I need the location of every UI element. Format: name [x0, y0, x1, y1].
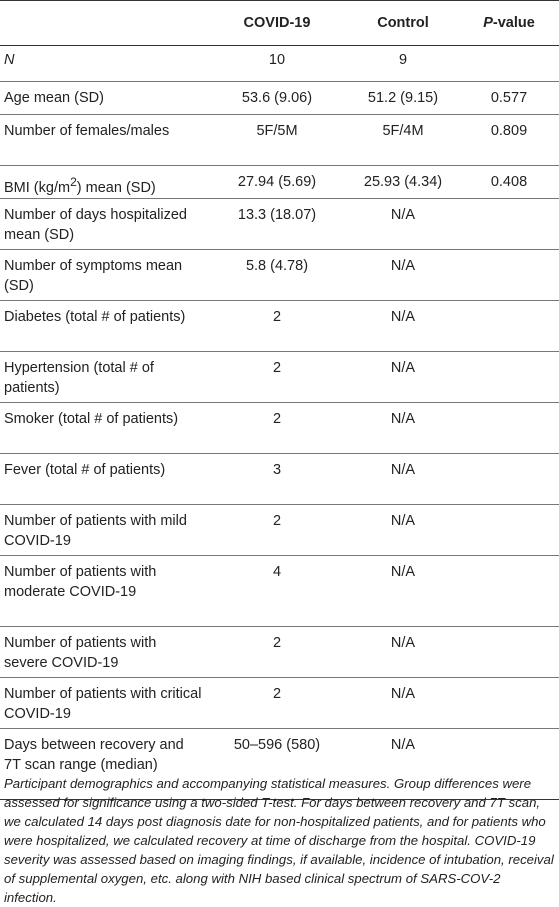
cell-covid: 3: [207, 454, 347, 505]
cell-control: N/A: [347, 678, 459, 729]
cell-control: N/A: [347, 403, 459, 454]
row-label: Number of days hospitalized mean (SD): [0, 199, 207, 250]
row-label: [0, 166, 207, 199]
cell-control: 5F/4M: [347, 115, 459, 166]
cell-control: 25.93 (4.34): [347, 166, 459, 199]
table-row: [0, 556, 559, 627]
cell-p-value: [459, 46, 559, 82]
table-row: [0, 301, 559, 352]
cell-covid: 50–596 (580): [207, 729, 347, 800]
bmi-label-superscript: 2: [70, 175, 77, 189]
cell-control: N/A: [347, 627, 459, 678]
header-p-suffix: -value: [492, 15, 535, 31]
cell-control: N/A: [347, 505, 459, 556]
bmi-label-post: ) mean (SD): [76, 179, 156, 196]
header-control: Control: [347, 1, 459, 46]
cell-covid: 2: [207, 352, 347, 403]
cell-control: 9: [347, 46, 459, 82]
table-row: [0, 82, 559, 115]
row-label: Number of females/males: [0, 115, 207, 166]
cell-control: N/A: [347, 301, 459, 352]
table-row: [0, 352, 559, 403]
table-row: [0, 46, 559, 82]
cell-p-value: [459, 505, 559, 556]
cell-covid: 10: [207, 46, 347, 82]
table-row: [0, 505, 559, 556]
cell-p-value: [459, 199, 559, 250]
cell-control: N/A: [347, 250, 459, 301]
cell-covid: 2: [207, 678, 347, 729]
table-row: [0, 115, 559, 166]
cell-control: N/A: [347, 199, 459, 250]
cell-covid: 13.3 (18.07): [207, 199, 347, 250]
table-row: [0, 678, 559, 729]
table-row: [0, 199, 559, 250]
cell-p-value: [459, 556, 559, 627]
row-label: Number of patients with severe COVID-19: [0, 627, 207, 678]
cell-control: N/A: [347, 454, 459, 505]
row-label: N: [0, 46, 207, 82]
row-label: Days between recovery and 7T scan range (median): [0, 729, 207, 800]
cell-covid: 2: [207, 505, 347, 556]
row-label: Number of patients with mild COVID-19: [0, 505, 207, 556]
table-row: [0, 627, 559, 678]
cell-covid: 2: [207, 301, 347, 352]
cell-control: 51.2 (9.15): [347, 82, 459, 115]
cell-covid: 2: [207, 403, 347, 454]
cell-p-value: [459, 301, 559, 352]
cell-p-value: [459, 454, 559, 505]
cell-p-value: [459, 352, 559, 403]
cell-p-value: 0.408: [459, 166, 559, 199]
row-label: Diabetes (total # of patients): [0, 301, 207, 352]
cell-covid: 53.6 (9.06): [207, 82, 347, 115]
cell-covid: 27.94 (5.69): [207, 166, 347, 199]
row-label: Number of symptoms mean (SD): [0, 250, 207, 301]
cell-p-value: [459, 403, 559, 454]
cell-p-value: [459, 627, 559, 678]
cell-covid: 4: [207, 556, 347, 627]
table-caption: Participant demographics and accompanying statistical measures. Group differences were assessed for significance using a two-sided T-test. For days between recovery and 7T scan, we calculated 14 days post diagnosis date for non-hospitalized patients, and for patients who were hospitalized, we calculated recovery at time of discharge from the hospital. COVID-19 severity was assessed based on imaging findings, if available, incidence of intubation, receival of supplemental oxygen, etc. along with NIH based clinical spectrum of SARS-COV-2 infection.: [4, 776, 554, 906]
row-label: Number of patients with critical COVID-19: [0, 678, 207, 729]
header-p-value: [459, 1, 559, 46]
table-row: [0, 250, 559, 301]
header-variable: [0, 1, 207, 46]
row-label: Smoker (total # of patients): [0, 403, 207, 454]
cell-control: N/A: [347, 352, 459, 403]
row-label: Number of patients with moderate COVID-19: [0, 556, 207, 627]
header-row: [0, 1, 559, 46]
table-row: [0, 403, 559, 454]
cell-covid: 2: [207, 627, 347, 678]
cell-p-value: 0.577: [459, 82, 559, 115]
header-covid: COVID-19: [207, 1, 347, 46]
cell-control: N/A: [347, 729, 459, 800]
row-label: Fever (total # of patients): [0, 454, 207, 505]
cell-covid: 5F/5M: [207, 115, 347, 166]
cell-p-value: [459, 250, 559, 301]
header-p-letter: P: [483, 15, 493, 31]
row-label: Age mean (SD): [0, 82, 207, 115]
cell-p-value: 0.809: [459, 115, 559, 166]
table-body: [0, 46, 559, 800]
bmi-label-pre: BMI (kg/m: [4, 179, 71, 196]
cell-p-value: [459, 678, 559, 729]
table-header: [0, 1, 559, 46]
table-row: [0, 166, 559, 199]
cell-control: N/A: [347, 556, 459, 627]
table-row: [0, 454, 559, 505]
row-label: Hypertension (total # of patients): [0, 352, 207, 403]
cell-covid: 5.8 (4.78): [207, 250, 347, 301]
